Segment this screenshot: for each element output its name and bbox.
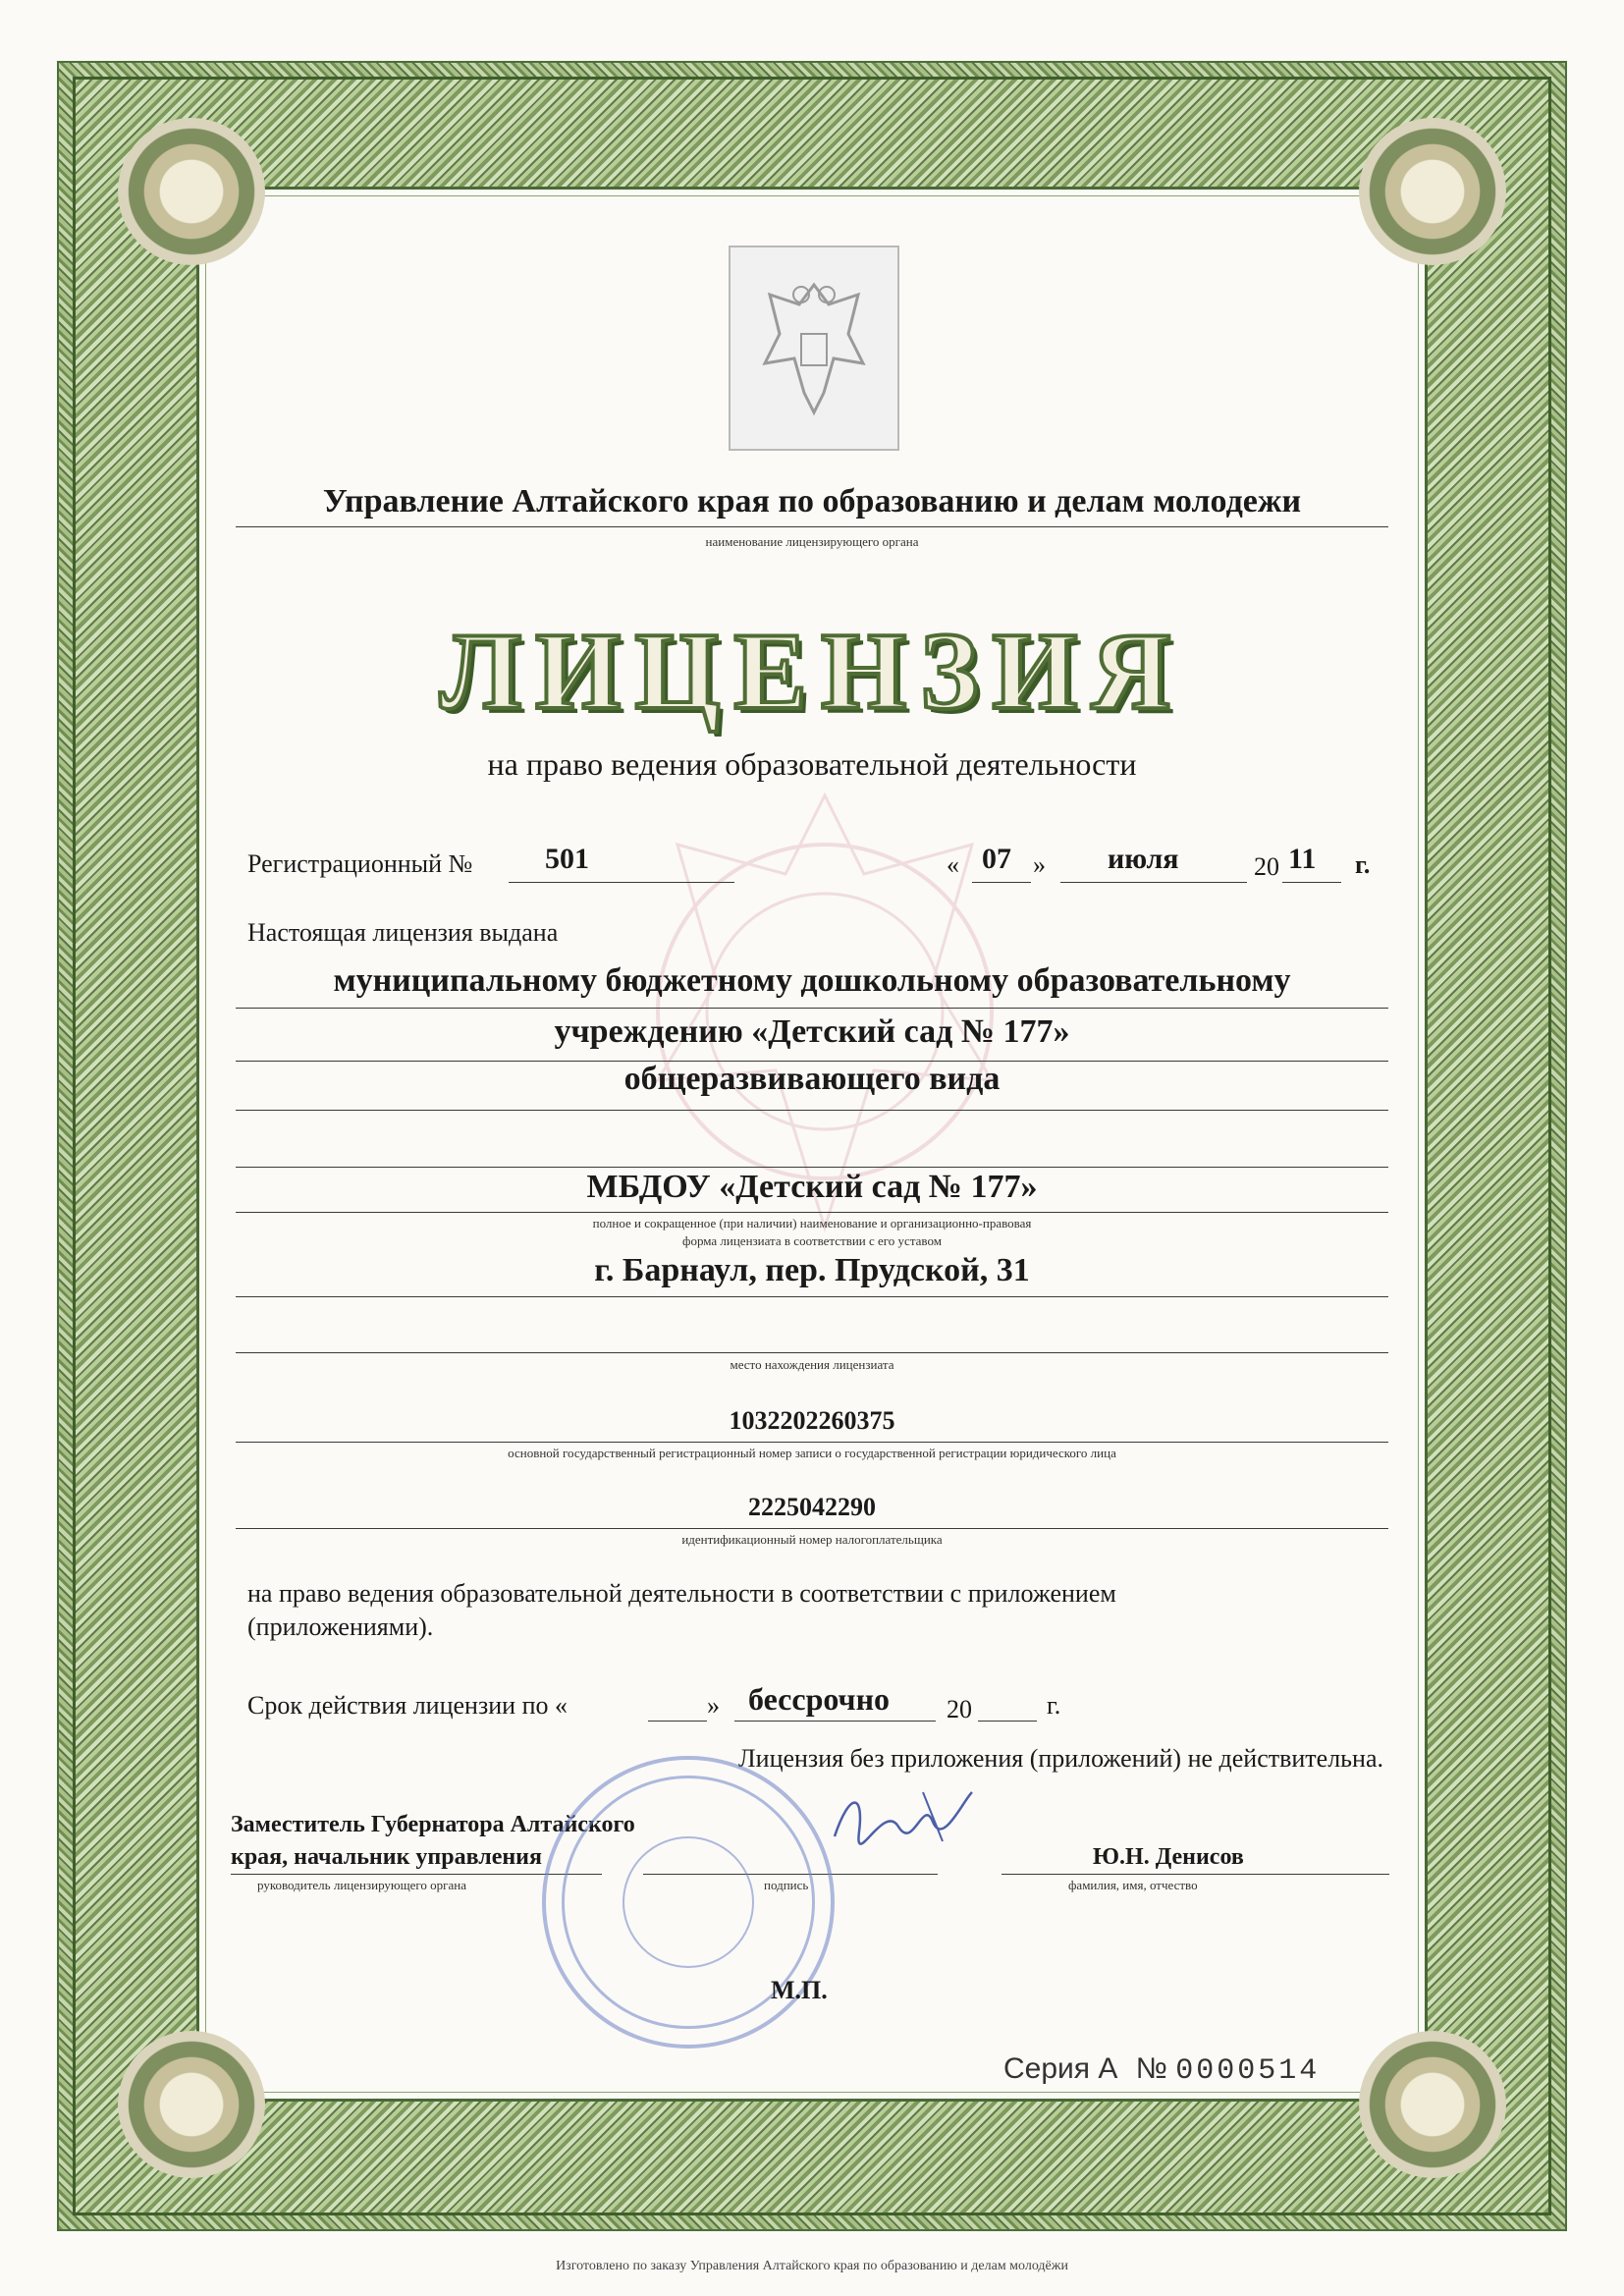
signatory-position-2: края, начальник управления: [231, 1844, 542, 1870]
series-number: 0000514: [1175, 2054, 1321, 2088]
reg-label: Регистрационный №: [247, 849, 473, 878]
inn-caption: идентификационный номер налогоплательщика: [681, 1532, 943, 1547]
licensee-short-underline: [236, 1212, 1388, 1213]
series-block: [1003, 2052, 1320, 2088]
signatory-caption-head: руководитель лицензирующего органа: [257, 1878, 466, 1892]
validity-day-line: [648, 1721, 707, 1722]
validity-close: »: [707, 1691, 720, 1720]
reg-number: 501: [545, 843, 589, 875]
name-underline: [1001, 1874, 1389, 1875]
series-label: Серия: [1003, 2052, 1091, 2085]
reg-year-suffix: г.: [1355, 850, 1371, 879]
issued-label: Настоящая лицензия выдана: [247, 918, 559, 947]
licensee-line-3: общеразвивающего вида: [623, 1061, 1001, 1097]
licensee-short-name: МБДОУ «Детский сад № 177»: [586, 1169, 1038, 1205]
reg-year-line: [1282, 882, 1341, 883]
series-no-sign: №: [1135, 2052, 1167, 2085]
ogrn-caption: основной государственный регистрационный номер записи о государственной регистрации юридического лица: [508, 1446, 1116, 1460]
license-document: [196, 187, 1428, 2102]
reg-number-line: [509, 882, 734, 883]
reg-month-line: [1060, 882, 1247, 883]
inn-value: 2225042290: [748, 1493, 876, 1521]
authority-caption: наименование лицензирующего органа: [705, 534, 919, 549]
document-subtitle: на право ведения образовательной деятельности: [487, 746, 1137, 782]
ogrn-value: 1032202260375: [729, 1406, 895, 1435]
signatory-caption-sign: подпись: [764, 1878, 809, 1892]
validity-suffix: г.: [1047, 1691, 1061, 1720]
licensing-authority: Управление Алтайского края по образованию и делам молодежи: [322, 483, 1302, 519]
validity-label: Срок действия лицензии по «: [247, 1691, 568, 1720]
address-underline-2: [236, 1352, 1388, 1353]
scope-line-2: (приложениями).: [247, 1613, 434, 1641]
reg-year: 11: [1288, 843, 1317, 875]
licensee-caption-2: форма лицензиата в соответствии с его уставом: [682, 1233, 942, 1248]
licensee-underline-3: [236, 1110, 1388, 1111]
authority-underline: [236, 526, 1388, 527]
validity-value-line: [734, 1721, 936, 1722]
ogrn-underline: [236, 1442, 1388, 1443]
document-title: ЛИЦЕНЗИЯ: [439, 611, 1185, 733]
signatory-name: Ю.Н. Денисов: [1093, 1844, 1244, 1870]
printer-footer: Изготовлено по заказу Управления Алтайского края по образованию и делам молодёжи: [556, 2259, 1068, 2273]
reg-year-prefix: 20: [1254, 852, 1279, 881]
licensee-caption-1: полное и сокращенное (при наличии) наименование и организационно-правовая: [592, 1216, 1032, 1230]
validity-value: бессрочно: [748, 1681, 891, 1717]
licensee-line-2: учреждению «Детский сад № 177»: [554, 1013, 1070, 1050]
licensee-underline-4: [236, 1167, 1388, 1168]
signatory-caption-name: фамилия, имя, отчество: [1068, 1878, 1198, 1892]
reg-day-close: »: [1033, 850, 1046, 879]
inn-underline: [236, 1528, 1388, 1529]
validity-year-line: [978, 1721, 1037, 1722]
signatory-position-1: Заместитель Губернатора Алтайского: [231, 1812, 635, 1837]
invalid-note: Лицензия без приложения (приложений) не действительна.: [738, 1744, 1383, 1773]
validity-year-prefix: 20: [947, 1695, 972, 1723]
licensee-underline-1: [236, 1008, 1388, 1009]
reg-day-open: «: [947, 850, 959, 879]
reg-day-line: [972, 882, 1031, 883]
licensee-address: г. Барнаул, пер. Прудской, 31: [594, 1252, 1030, 1288]
series-letter: А: [1098, 2052, 1118, 2085]
licensee-line-1: муниципальному бюджетному дошкольному образовательному: [333, 962, 1291, 999]
signature-icon: [825, 1782, 982, 1851]
coat-of-arms-icon: [729, 246, 899, 451]
seal-place-mp: М.П.: [771, 1976, 828, 2004]
address-underline-1: [236, 1296, 1388, 1297]
address-caption: место нахождения лицензиата: [730, 1357, 894, 1372]
reg-month: июля: [1108, 843, 1179, 875]
reg-day: 07: [982, 843, 1011, 875]
scope-line-1: на право ведения образовательной деятельности в соответствии с приложением: [247, 1579, 1116, 1608]
